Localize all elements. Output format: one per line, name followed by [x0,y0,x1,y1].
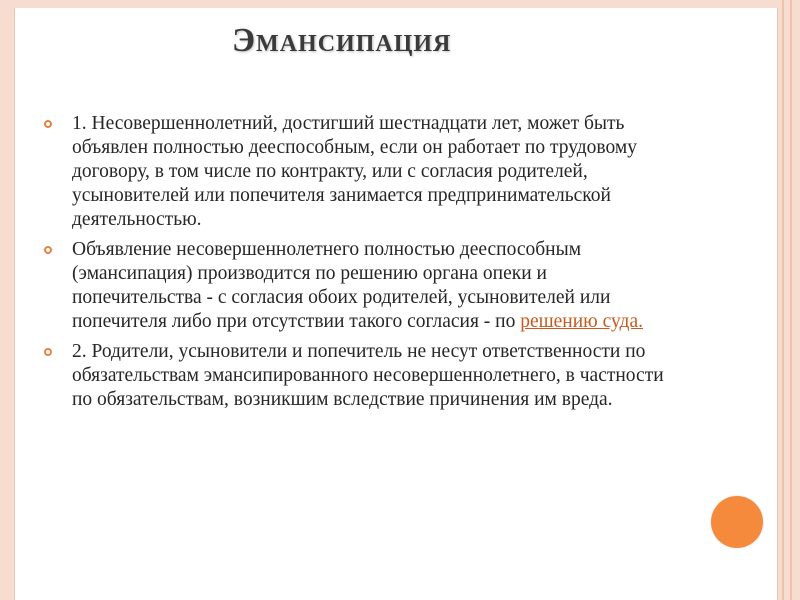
bullet-circle-icon [44,348,52,356]
bullet-text: Объявление несовершеннолетнего полностью дееспособным (эмансипация) производится по решению органа опеки и попечительства - с согласия обоих родителей, усыновителей или попечителя либо при отсутствии такого согласия - по [72,239,611,332]
frame-rule [782,0,784,600]
bullet-circle-icon [44,120,52,128]
bullet-item-2 [40,238,680,334]
decorative-circle [711,496,763,548]
court-decision-link[interactable]: решению суда. [520,311,643,332]
bullet-list [40,112,680,418]
bullet-text: 2. Родители, усыновители и попечитель не несут ответственности по обязательствам эмансипированного несовершеннолетнего, в частности по обязательствам, возникшим вследствие причинения им вреда. [72,341,664,410]
frame-rule [790,0,792,600]
bullet-circle-icon [44,246,52,254]
slide-title: Эмансипация [232,22,452,59]
bullet-text: 1. Несовершеннолетний, достигший шестнадцати лет, может быть объявлен полностью дееспособным, если он работает по трудовому договору, в том числе по контракту, или с согласия родителей, усыновителей или попечителя занимается предпринимательской деятельностью. [72,113,637,230]
bullet-item-1 [40,112,680,232]
bullet-item-3 [40,340,680,412]
